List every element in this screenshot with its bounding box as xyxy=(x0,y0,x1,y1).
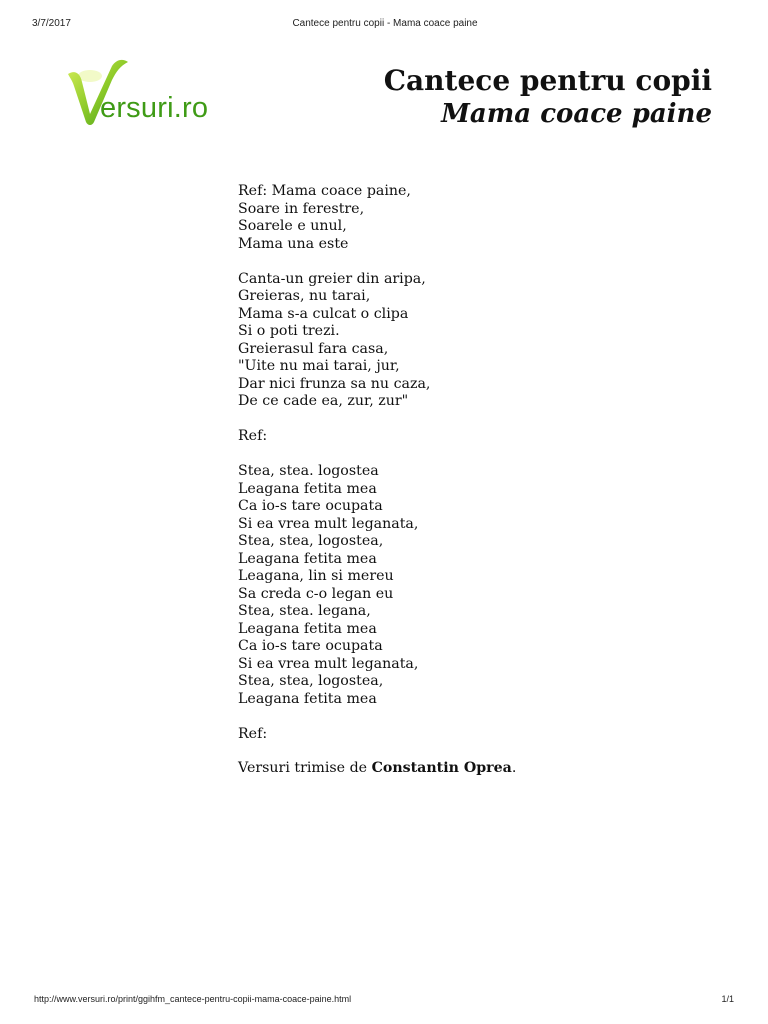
lyric-line: Canta-un greier din aripa, xyxy=(238,270,426,287)
print-date: 3/7/2017 xyxy=(32,18,71,29)
lyric-line: Ref: xyxy=(238,428,268,444)
lyric-line: Ref: xyxy=(238,725,268,742)
lyric-line: Leagana fetita mea xyxy=(238,620,377,637)
credit-line xyxy=(238,760,516,776)
category-title: Cantece pentru copii xyxy=(383,64,712,97)
song-title: Mama coace paine xyxy=(441,99,712,129)
lyric-line: Ref: Mama coace paine, xyxy=(238,183,411,199)
lyric-line: Dar nici frunza sa nu caza, xyxy=(238,375,431,392)
lyric-line: Stea, stea. legana, xyxy=(238,603,371,619)
print-header xyxy=(32,18,738,32)
credit-prefix: Versuri trimise de xyxy=(238,760,372,776)
lyric-line: Greieras, nu tarai, xyxy=(238,288,371,304)
lyric-line: Sa creda c-o legan eu xyxy=(238,585,394,602)
stanza-gap xyxy=(238,253,430,271)
lyric-line: De ce cade ea, zur, zur" xyxy=(238,393,409,409)
lyric-line: Stea, stea. logostea xyxy=(238,463,379,479)
logo-text: ersuri.ro xyxy=(100,92,209,124)
stanza-gap xyxy=(238,708,430,726)
print-page-title: Cantece pentru copii - Mama coace paine xyxy=(292,18,478,29)
lyric-line: Leagana fetita mea xyxy=(238,550,377,567)
lyric-line: Soare in ferestre, xyxy=(238,200,365,217)
lyric-line: Leagana, lin si mereu xyxy=(238,568,394,584)
lyrics-block xyxy=(238,183,430,743)
lyric-line: Greierasul fara casa, xyxy=(238,340,389,357)
print-url: http://www.versuri.ro/print/ggihfm_cantece-pentru-copii-mama-coace-paine.html xyxy=(34,994,352,1004)
page-heading xyxy=(384,64,712,130)
lyric-line: Mama una este xyxy=(238,235,349,252)
lyric-line: Si ea vrea mult leganata, xyxy=(238,655,419,672)
lyric-line: Si ea vrea mult leganata, xyxy=(238,515,419,532)
lyric-line: Stea, stea, logostea, xyxy=(238,673,384,689)
lyric-line: Ca io-s tare ocupata xyxy=(238,638,383,654)
credit-author[interactable]: Constantin Oprea xyxy=(371,760,512,776)
page-count: 1/1 xyxy=(721,994,734,1004)
lyric-line: Leagana fetita mea xyxy=(238,480,377,497)
lyric-line: Soarele e unul, xyxy=(238,218,347,234)
lyric-line: Si o poti trezi. xyxy=(238,323,340,339)
site-logo[interactable] xyxy=(62,56,242,132)
lyric-line: Mama s-a culcat o clipa xyxy=(238,305,409,322)
lyric-line: Stea, stea, logostea, xyxy=(238,533,384,549)
print-footer xyxy=(34,994,734,1006)
lyric-line: Leagana fetita mea xyxy=(238,690,377,707)
credit-suffix: . xyxy=(511,760,517,776)
stanza-gap xyxy=(238,411,430,429)
lyric-line: "Uite nu mai tarai, jur, xyxy=(238,358,400,374)
lyric-line: Ca io-s tare ocupata xyxy=(238,498,383,514)
stanza-gap xyxy=(238,446,430,464)
